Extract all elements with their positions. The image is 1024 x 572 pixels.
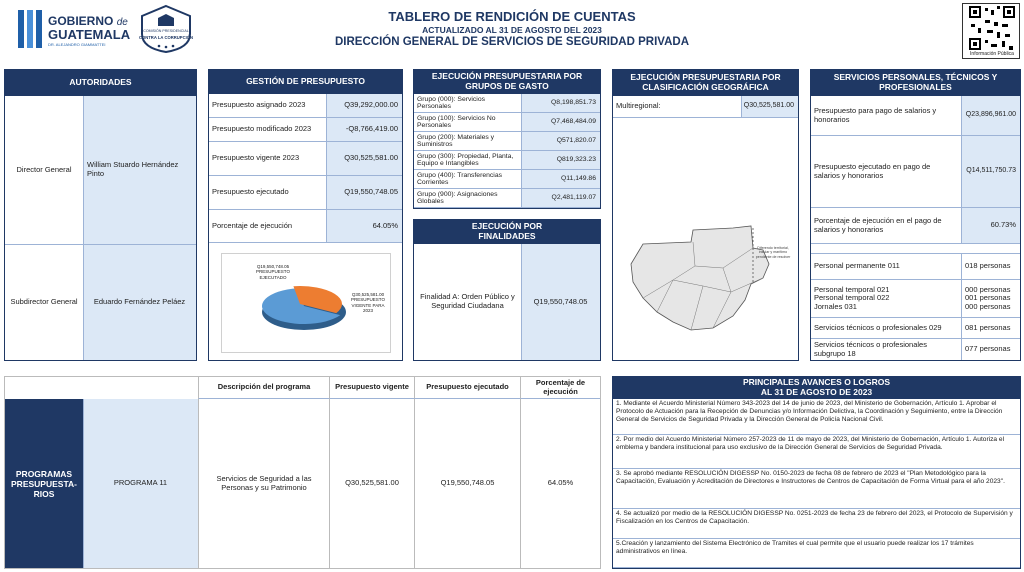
avances-list — [613, 399, 1020, 568]
gestion-value-modificado: -Q8,766,419.00 — [326, 118, 402, 142]
grupos-panel — [413, 69, 601, 209]
avance-item: 1. Mediante el Acuerdo Ministerial Número 343-2023 del 14 de junio de 2023, del Ministerio de Gobernación, Artículo 1. Aprobar el Protocolo de Actuación para la Recepción de Denuncias y/o Información Delictiva, la Coordinación y Seguimiento, entre la Dirección General de Servicios de Seguridad Privada y la Dirección General de Policía Nacional Civil. — [613, 399, 1020, 435]
budget-pie-chart — [221, 253, 391, 353]
gestion-label-modificado: Presupuesto modificado 2023 — [209, 118, 326, 142]
avances-title — [613, 377, 1020, 399]
personal-label-029: Servicios técnicos o profesionales 029 — [811, 318, 961, 339]
geografica-panel — [612, 69, 799, 361]
page-subtitle-date: ACTUALIZADO AL 31 DE AGOSTO DEL 2023 — [422, 25, 602, 35]
grupos-title: EJECUCIÓN PRESUPUESTARIA POR GRUPOS DE GASTO — [414, 70, 600, 94]
comision-logo-line2: CONTRA LA CORRUPCIÓN — [138, 35, 194, 40]
pie-label-vigente: Q30,525,581.00 PRESUPUESTO VIGENTE PARA 2023 — [351, 292, 385, 314]
gobierno-logo-line1: GOBIERNO de — [48, 14, 128, 28]
programa-descripcion: Servicios de Seguridad a las Personas y su Patrimonio — [198, 399, 329, 568]
finalidades-title: EJECUCIÓN POR FINALIDADES — [414, 220, 600, 244]
grupo-value: Q2,481,119.07 — [521, 189, 600, 208]
grupo-label: Grupo (100): Servicios No Personales — [414, 113, 521, 132]
finalidades-value: Q19,550,748.05 — [521, 244, 600, 360]
gestion-label-asignado: Presupuesto asignado 2023 — [209, 94, 326, 118]
autoridad-name-2: Eduardo Fernández Peláez — [83, 245, 196, 360]
servicios-label-ejecutado: Presupuesto ejecutado en pago de salarios y honorarios — [811, 136, 961, 208]
programa-vigente: Q30,525,581.00 — [329, 399, 414, 568]
personal-label-temporal: Personal temporal 021 Personal temporal 022 Jornales 031 — [811, 280, 961, 318]
gestion-value-ejecutado: Q19,550,748.05 — [326, 176, 402, 210]
programas-header-vigente: Presupuesto vigente — [329, 377, 414, 399]
servicios-value-ejecutado: Q14,511,750.73 — [961, 136, 1020, 208]
servicios-label-presupuesto: Presupuesto para pago de salarios y honorarios — [811, 96, 961, 136]
page-subtitle-directorate: DIRECCIÓN GENERAL DE SERVICIOS DE SEGURIDAD PRIVADA — [335, 36, 689, 48]
avance-item: 4. Se actualizó por medio de la RESOLUCIÓN DIGESSP No. 0251-2023 de fecha 23 de febrero del 2023, el Protocolo de Supervisión y Fiscalización en los Centros de Capacitación. — [613, 509, 1020, 539]
gobierno-logo-line2: GUATEMALA — [48, 27, 131, 42]
servicios-spacer — [811, 244, 1020, 254]
personal-value-029: 081 personas — [961, 318, 1020, 339]
geografica-label: Multiregional: — [613, 96, 741, 118]
autoridad-role-1: Director General — [5, 96, 83, 245]
servicios-panel — [810, 69, 1021, 361]
autoridad-role-2: Subdirector General — [5, 245, 83, 360]
grupo-label: Grupo (900): Asignaciones Globales — [414, 189, 521, 208]
grupo-value: Q571,820.07 — [521, 132, 600, 151]
qr-code[interactable] — [962, 3, 1020, 59]
gestion-panel — [208, 69, 403, 361]
programa-porcentaje: 64.05% — [520, 399, 600, 568]
programas-header-porcentaje: Porcentaje de ejecución — [520, 377, 600, 399]
avance-item: 3. Se aprobó mediante RESOLUCIÓN DIGESSP No. 0150-2023 de fecha 08 de febrero de 2023 el "Plan Metodológico para la Capacitación, Evaluación y Acreditación de Directores e Instructores de Centros de Capacitación de Forma Virtual para el año 2023". — [613, 469, 1020, 509]
grupo-label: Grupo (000): Servicios Personales — [414, 94, 521, 113]
programas-header-ejecutado: Presupuesto ejecutado — [414, 377, 520, 399]
personal-label-011: Personal permanente 011 — [811, 254, 961, 280]
servicios-title: SERVICIOS PERSONALES, TÉCNICOS Y PROFESIONALES — [811, 70, 1020, 96]
personal-label-18: Servicios técnicos o profesionales subgrupo 18 — [811, 339, 961, 360]
page-title: TABLERO DE RENDICIÓN DE CUENTAS — [388, 9, 636, 24]
grupo-value: Q8,198,851.73 — [521, 94, 600, 113]
programa-ejecutado: Q19,550,748.05 — [414, 399, 520, 568]
finalidades-panel — [413, 219, 601, 361]
gestion-label-vigente: Presupuesto vigente 2023 — [209, 142, 326, 176]
grupo-label: Grupo (400): Transferencias Corrientes — [414, 170, 521, 189]
programa-name: PROGRAMA 11 — [83, 399, 198, 568]
pie-label-ejecutado: Q19,550,748.05 PRESUPUESTO EJECUTADO — [256, 264, 290, 280]
grupo-value: Q11,149.86 — [521, 170, 600, 189]
grupo-value: Q819,323.23 — [521, 151, 600, 170]
programas-side-label: PROGRAMAS PRESUPUESTA-RIOS — [5, 399, 83, 568]
grupo-value: Q7,468,484.09 — [521, 113, 600, 132]
grupo-label: Grupo (300): Propiedad, Planta, Equipo e Intangibles — [414, 151, 521, 170]
guatemala-map-icon — [613, 220, 798, 340]
geografica-value: Q30,525,581.00 — [741, 96, 798, 118]
servicios-value-presupuesto: Q23,896,961.00 — [961, 96, 1020, 136]
qr-caption: Información Pública — [970, 51, 1014, 57]
servicios-label-porcentaje: Porcentaje de ejecución en el pago de salarios y honorarios — [811, 208, 961, 244]
gobierno-logo-sub: DR. ALEJANDRO GIAMMATTEI — [48, 42, 106, 47]
personal-value-011: 018 personas — [961, 254, 1020, 280]
comision-logo-line1: COMISIÓN PRESIDENCIAL — [143, 29, 189, 33]
servicios-value-porcentaje: 60.73% — [961, 208, 1020, 244]
qr-code-icon — [969, 6, 1015, 50]
avances-title-line1: PRINCIPALES AVANCES O LOGROS — [742, 377, 891, 388]
avances-panel — [612, 376, 1021, 569]
autoridades-title: AUTORIDADES — [5, 70, 196, 96]
avances-title-line2: AL 31 DE AGOSTO DE 2023 — [760, 387, 873, 397]
programas-panel — [4, 376, 601, 569]
avance-item: 5.Creación y lanzamiento del Sistema Electrónico de Tramites el cual permite que el usuario puede realizar los 17 trámites administrativos en línea. — [613, 539, 1020, 568]
programas-header-descripcion: Descripción del programa — [198, 377, 329, 399]
gestion-title: GESTIÓN DE PRESUPUESTO — [209, 70, 402, 94]
gestion-value-porcentaje: 64.05% — [326, 210, 402, 243]
grupo-label: Grupo (200): Materiales y Suministros — [414, 132, 521, 151]
geografica-title: EJECUCIÓN PRESUPUESTARIA POR CLASIFICACIÓN GEOGRÁFICA — [613, 70, 798, 96]
gestion-value-vigente: Q30,525,581.00 — [326, 142, 402, 176]
autoridad-name-1: William Stuardo Hernández Pinto — [83, 96, 196, 245]
map-note: Diferendo territorial, insular y marítimo pendiente de resolver — [755, 246, 791, 259]
gestion-value-asignado: Q39,292,000.00 — [326, 94, 402, 118]
personal-value-18: 077 personas — [961, 339, 1020, 360]
finalidades-label: Finalidad A: Orden Público y Seguridad Ciudadana — [414, 244, 521, 360]
avance-item: 2. Por medio del Acuerdo Ministerial Número 257-2023 de 11 de mayo de 2023, del Ministerio de Gobernación, Artículo 1. Autoriza el emblema y bandera institucional para uso exclusivo de la Dirección General de Servicios de Seguridad Privada. — [613, 435, 1020, 469]
gestion-label-porcentaje: Porcentaje de ejecución — [209, 210, 326, 243]
gestion-label-ejecutado: Presupuesto ejecutado — [209, 176, 326, 210]
personal-value-temporal: 000 personas 001 personas 000 personas — [961, 280, 1020, 318]
autoridades-panel — [4, 69, 197, 361]
